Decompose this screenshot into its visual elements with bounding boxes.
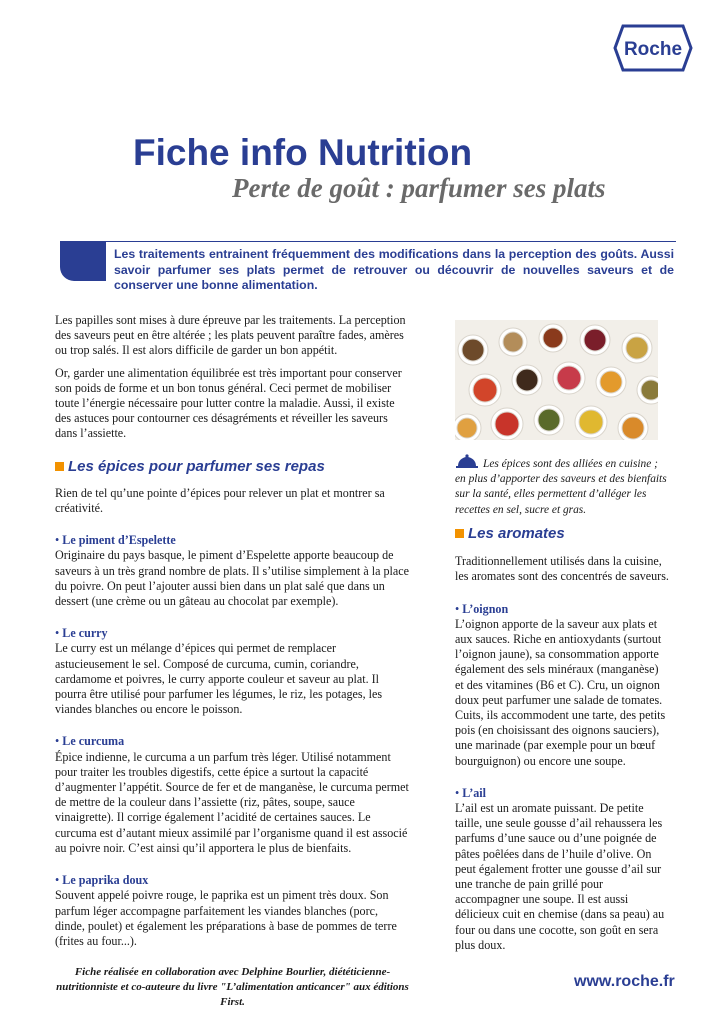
left-column: [55, 313, 410, 949]
item-title: Le curry: [62, 626, 108, 641]
roche-logo: [613, 24, 693, 72]
spice-item: • Le curcuma Épice indienne, le curcuma a un parfum très léger. Utilisé notamment pour traiter les troubles digestifs, cette épice a surtout la capacité d’augmenter l’appétit. Source de fer et de manganèse, le curcuma permet de mettre de la couleur dans l’assiette (riz, pâtes, soupe, sauce vinaigrette). Il corrige également l’acidité de certaines sauces. Le curcuma est d’autant mieux assimilé par l’organisme quand il est associé au poivre noir. C’est ainsi qu’il apportera le plus de bienfaits.: [55, 734, 409, 855]
website-link[interactable]: www.roche.fr: [574, 973, 675, 990]
item-text: Originaire du pays basque, le piment d’Espelette apporte beaucoup de saveurs à un très grand nombre de plats. Il s’utilise simplement à la place du poivre. On peut l’ajouter aussi bien dans un plat salé que dans un dessert (une crème ou un gâteau au chocolat par exemple).: [55, 548, 409, 609]
aromate-item: • L’oignon L’oignon apporte de la saveur aux plats et aux sauces. Riche en antioxydants (surtout l’oignon jaune), sa consommation apporte également des sels minéraux (manganèse) et des vitamines (B6 et C). Cru, un oignon doux peut parfumer une salade de tomates. Cuits, ils accommodent une tarte, des petits pois (en choisissant des oignons sauciers), une marinade (par exemple pour un bœuf bourguignon) ou encore une soupe.: [455, 602, 670, 769]
intro-rule: [106, 241, 676, 242]
paragraph: Or, garder une alimentation équilibrée est très important pour conserver son poids de forme et un bon tonus général. Ceci permet de mobiliser toute l’énergie nécessaire pour lutter contre la maladie. Aussi, il existe des astuces pour contourner ces désagréments et réveiller les saveurs dans l’assiette.: [55, 365, 402, 441]
item-title: L’oignon: [462, 601, 509, 616]
intro-text: Les traitements entrainent fréquemment des modifications dans la perception des goûts. Aussi savoir parfumer ses plats permet de retrouver ou découvrir de nouvelles saveurs et de conserver une bonne alimentation.: [114, 247, 674, 292]
spice-item: • Le paprika doux Souvent appelé poivre rouge, le paprika est un piment très doux. Son parfum léger accompagne parfaitement les viandes blanches (porc, dinde, poulet) et également les préparations à base de pommes de terre (frites au four...).: [55, 873, 410, 949]
cloche-icon: [455, 453, 479, 469]
caption-text: Les épices sont des alliées en cuisine ; en plus d’apporter des saveurs et des bienfaits sur la santé, elles permettent d’alléger les recettes en sel, sucre et gras.: [455, 458, 667, 516]
orange-square-icon: [455, 529, 464, 538]
spices-photo: [455, 320, 658, 440]
spice-item: • Le piment d’Espelette Originaire du pays basque, le piment d’Espelette apporte beaucoup de saveurs à un très grand nombre de plats. Il s’utilise simplement à la place du poivre. On peut l’ajouter aussi bien dans un plat salé que dans un dessert (une crème ou un gâteau au chocolat par exemple).: [55, 533, 409, 609]
item-text: Le curry est un mélange d’épices qui permet de remplacer astucieusement le sel. Composé de curcuma, cumin, coriandre, cardamome et poivres, le curry apporte couleur et saveur au plat. Il pourra être utilisé pour parfumer les légumes, le riz, les potages, les viandes blanches ou encore le poisson.: [55, 641, 383, 717]
credit-note: Fiche réalisée en collaboration avec Delphine Bourlier, diététicienne-nutritionniste et co-auteure du livre "L’alimentation anticancer" aux éditions First.: [56, 966, 409, 1008]
orange-square-icon: [55, 462, 64, 471]
item-text: L’oignon apporte de la saveur aux plats et aux sauces. Riche en antioxydants (surtout l’oignon jaune), sa consommation apporte également des sels minéraux (manganèse) et des vitamines (B6 et C). Cru, un oignon doux peut parfumer une salade de tomates. Cuits, ils accommodent une tarte, des petits pois (en choisissant des oignons sauciers), une marinade (par exemple pour un bœuf bourguignon) ou encore une soupe.: [455, 616, 666, 768]
item-title: Le piment d’Espelette: [62, 533, 176, 548]
section-intro: Rien de tel qu’une pointe d’épices pour relever un plat et montrer sa créativité.: [55, 485, 385, 516]
intro-decoration: [60, 241, 106, 281]
item-text: Souvent appelé poivre rouge, le paprika est un piment très doux. Son parfum léger accompagne parfaitement les viandes blanches (porc, dinde, poulet) et également les préparations à base de pommes de terre (frites au four...).: [55, 888, 397, 948]
spice-item: • Le curry Le curry est un mélange d’épices qui permet de remplacer astucieusement le sel. Composé de curcuma, cumin, coriandre, cardamome et poivres, le curry apporte couleur et saveur au plat. Il pourra être utilisé pour parfumer les légumes, le riz, les potages, les viandes blanches ou encore le poisson.: [55, 626, 410, 717]
item-title: Le curcuma: [62, 734, 125, 749]
right-column: [455, 526, 670, 953]
item-text: L’ail est un aromate puissant. De petite taille, une seule gousse d’ail rehaussera les parfums d’une sauce ou d’une poignée de pâtes poêlées dans de l’huile d’olive. On peut également frotter une gousse d’ail sur une tranche de pain grillé pour accompagner une soupe. Il est aussi délicieux cuit en chemise (dans sa peau) au four ou dans une cocotte, son goût en sera plus doux.: [455, 801, 665, 952]
paragraph: Les papilles sont mises à dure épreuve par les traitements. La perception des saveurs peut en être altérée ; les plats peuvent paraître fades, amères ou trop salés. Il est alors difficile de garder un bon appétit.: [55, 313, 406, 358]
aromate-item: • L’ail L’ail est un aromate puissant. De petite taille, une seule gousse d’ail rehaussera les parfums d’une sauce ou d’une poignée de pâtes poêlées dans de l’huile d’olive. On peut également frotter une gousse d’ail sur une tranche de pain grillé pour accompagner une soupe. Il est aussi délicieux cuit en chemise (dans sa peau) au four ou dans une cocotte, son goût en sera plus doux.: [455, 786, 670, 953]
photo-caption: [455, 453, 668, 518]
page-title: Fiche info Nutrition: [133, 132, 473, 173]
section-title: Les épices pour parfumer ses repas: [68, 457, 325, 475]
item-title: L’ail: [462, 785, 487, 800]
section-intro: Traditionnellement utilisés dans la cuisine, les aromates sont des concentrés de saveurs.: [455, 554, 669, 584]
item-title: Le paprika doux: [62, 873, 149, 888]
item-text: Épice indienne, le curcuma a un parfum très léger. Utilisé notamment pour traiter les troubles digestifs, cette épice a surtout la capacité d’augmenter l’appétit. Source de fer et de manganèse, le curcuma permet de mettre de la couleur dans l’assiette (riz, pâtes, soupe, sauce vinaigrette). Il corrige également l’acidité de certaines sauces. Le curcuma est d’autant mieux assimilé par l’organisme quand il est associé au poivre noir. C’est ainsi qu’il apportera le plus de bienfaits.: [55, 749, 409, 855]
section-heading-epices: [55, 459, 410, 474]
section-title: Les aromates: [468, 525, 565, 542]
section-heading-aromates: [455, 526, 670, 541]
page-subtitle: Perte de goût : parfumer ses plats: [232, 173, 606, 203]
logo-text: Roche: [623, 39, 683, 60]
